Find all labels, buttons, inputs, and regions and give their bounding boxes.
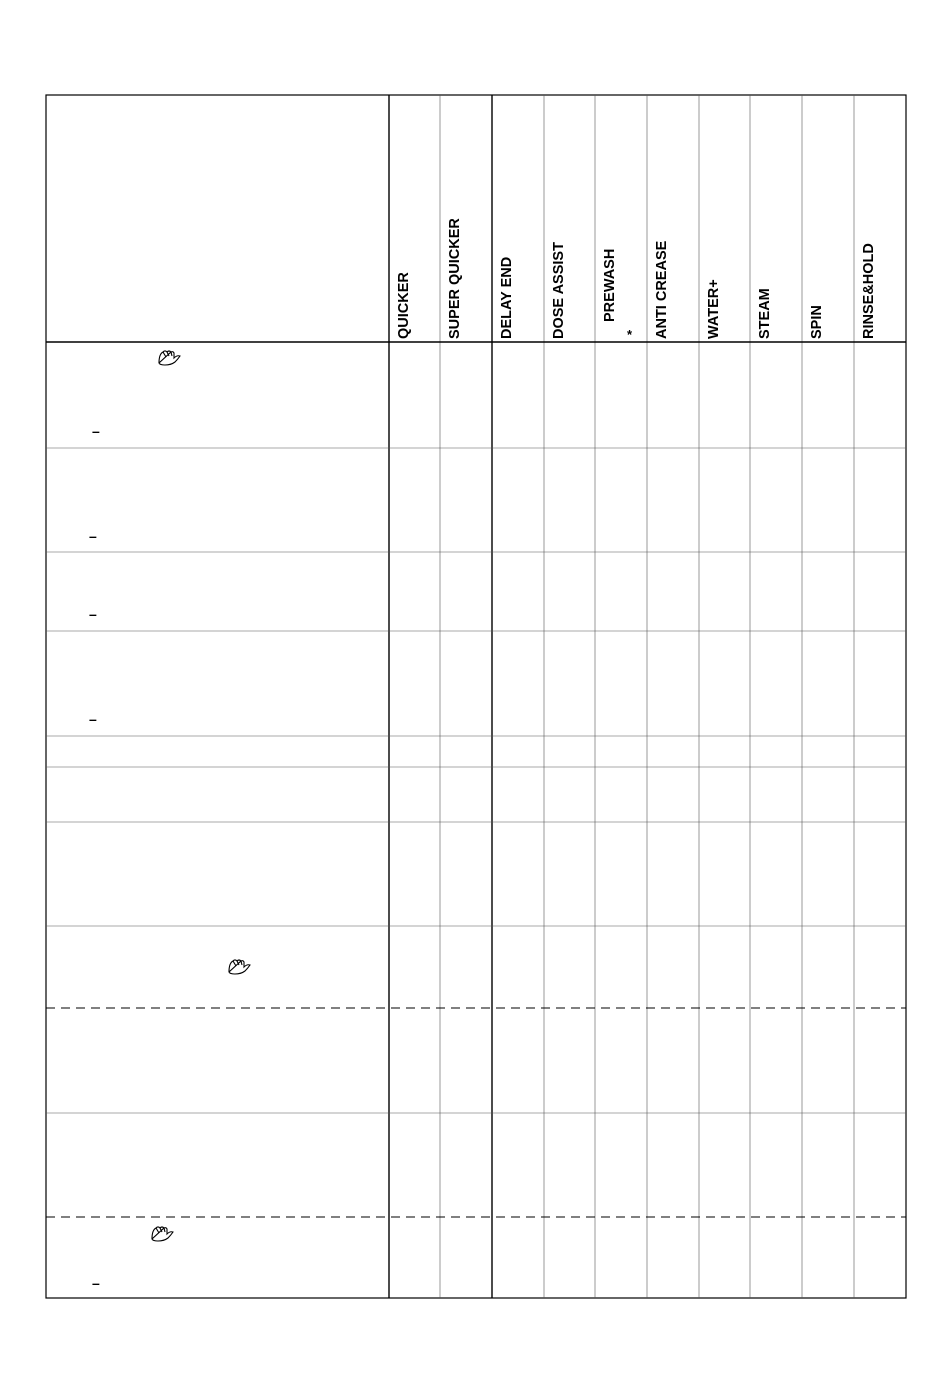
column-header-dose-assist: DOSE ASSIST	[551, 242, 567, 339]
row-dash: –	[89, 711, 97, 727]
row-dash: –	[92, 1275, 100, 1291]
row-dash: –	[89, 606, 97, 622]
column-header-super-quicker: SUPER QUICKER	[447, 218, 463, 339]
column-header-prewash: PREWASH	[602, 248, 618, 322]
column-header-water-plus: WATER+	[706, 279, 722, 339]
column-header-quicker: QUICKER	[396, 272, 412, 339]
column-header-steam: STEAM	[757, 288, 773, 339]
column-header-delay-end: DELAY END	[499, 256, 515, 339]
hand-wash-icon	[157, 348, 183, 366]
prewash-footnote-marker: *	[627, 327, 633, 342]
column-header-spin: SPIN	[809, 305, 825, 339]
column-header-rinse-hold: RINSE&HOLD	[861, 243, 877, 339]
row-dash: –	[89, 528, 97, 544]
hand-wash-icon	[227, 957, 253, 975]
hand-wash-icon	[150, 1224, 176, 1242]
row-dash: –	[92, 423, 100, 439]
column-header-anti-crease: ANTI CREASE	[654, 240, 670, 339]
